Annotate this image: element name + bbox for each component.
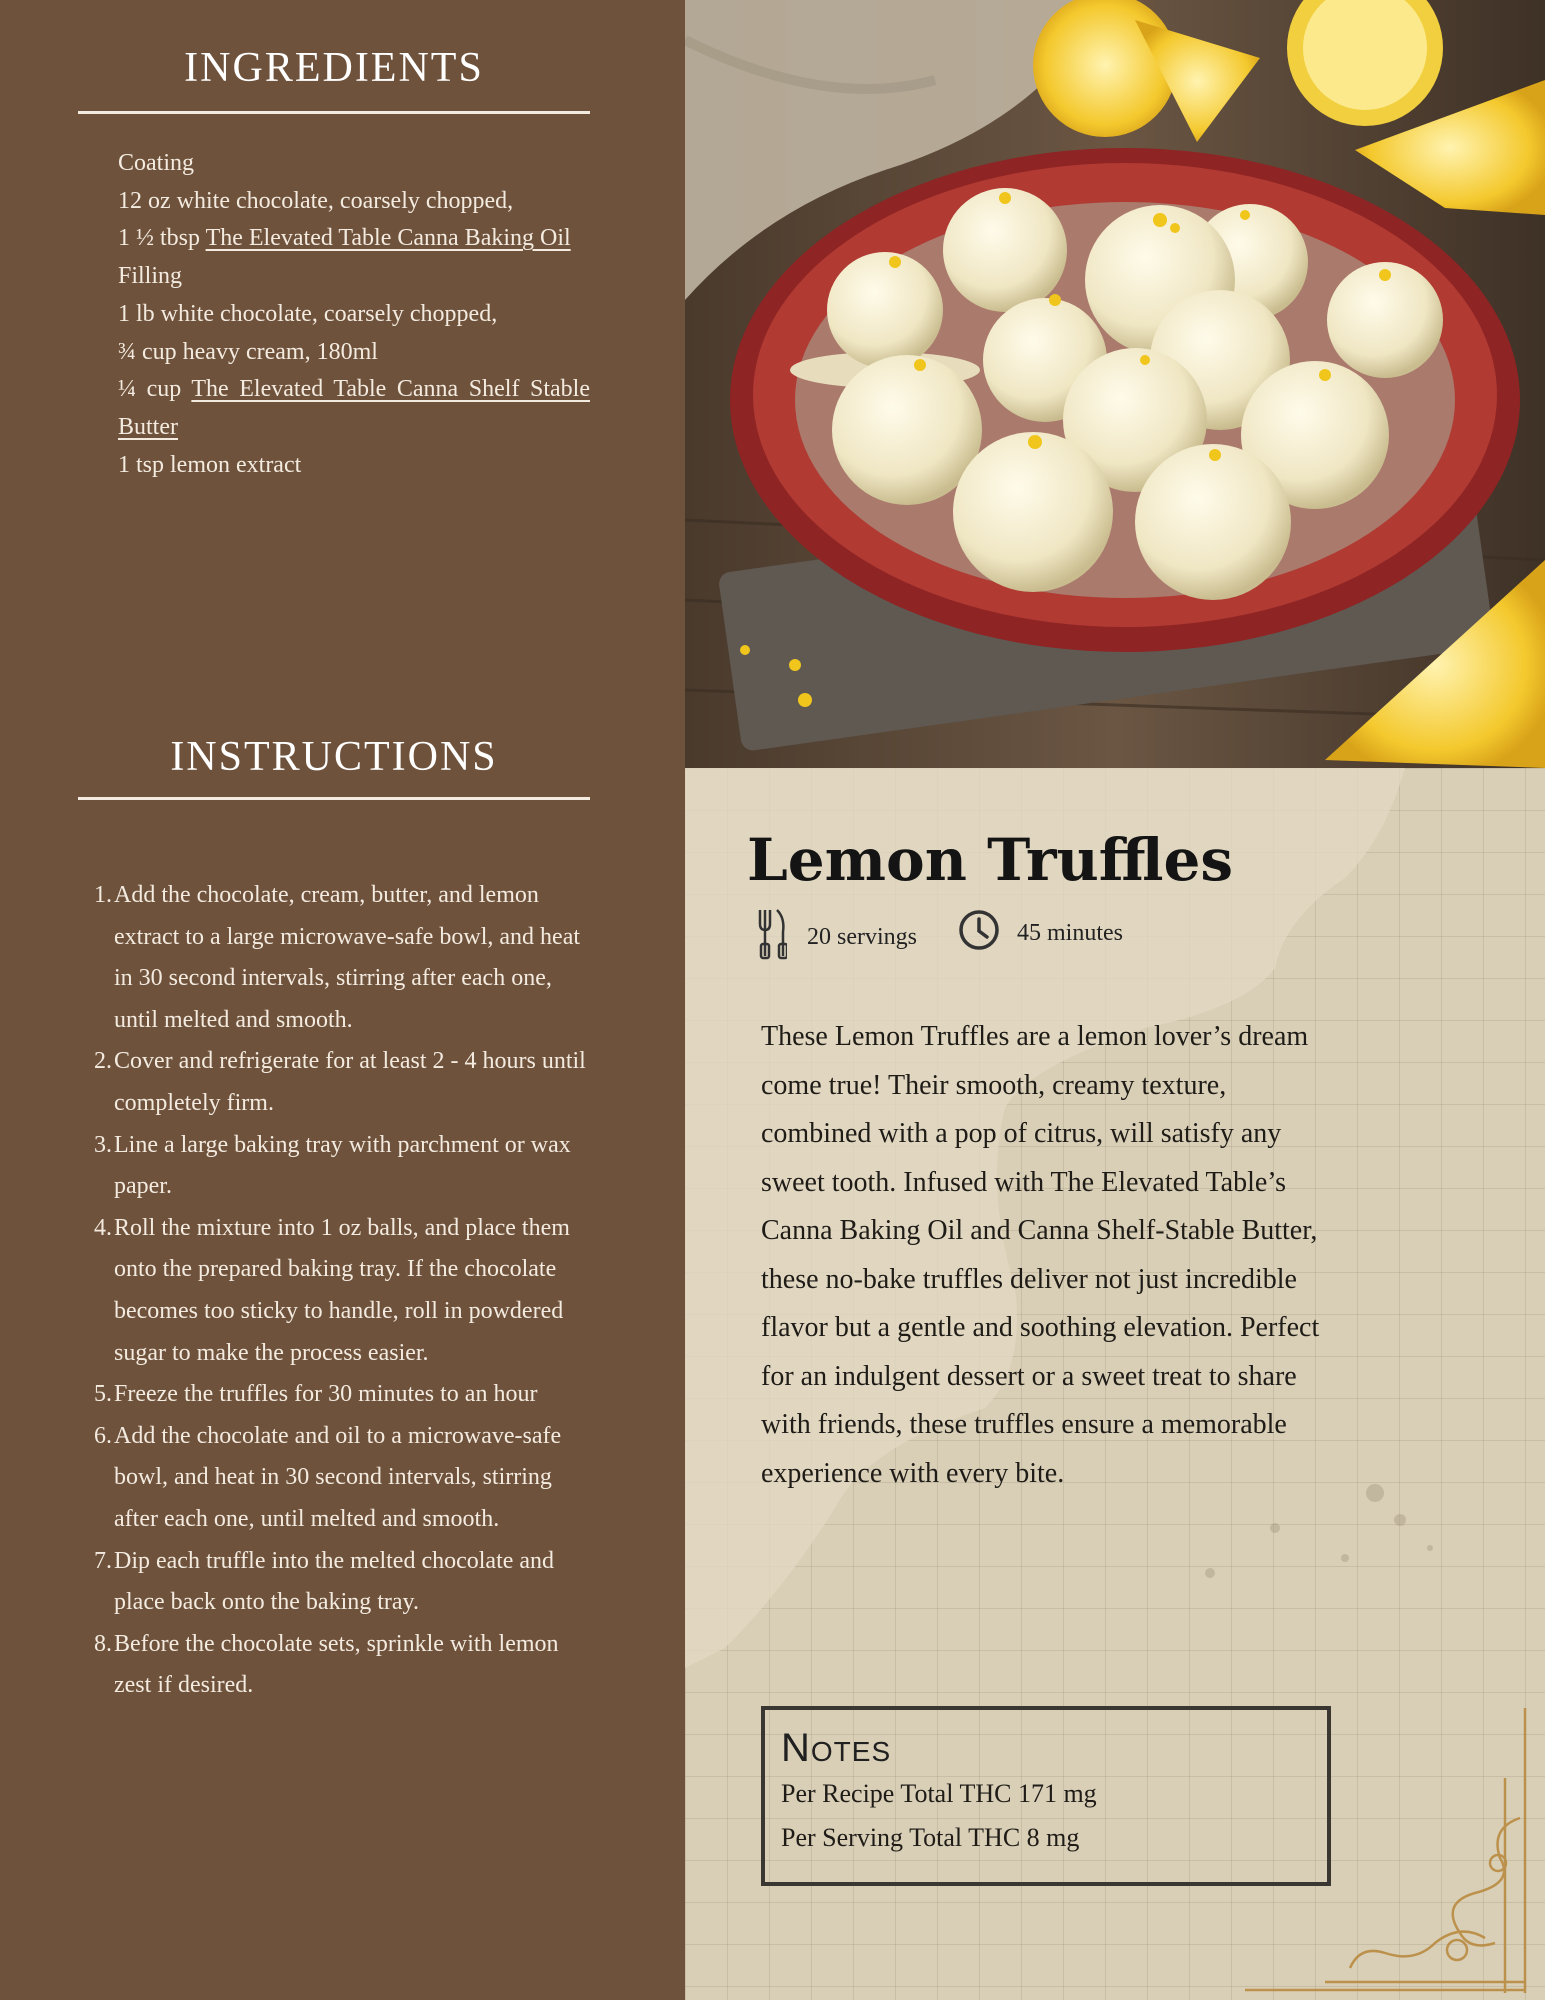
fork-knife-icon — [757, 908, 787, 967]
instruction-step: 1. Add the chocolate, cream, butter, and lemon extract to a large microwave-safe bowl, and heat in 30 second intervals, stirring after each one, until melted and smooth. — [94, 882, 581, 1033]
ingredients-divider — [78, 111, 590, 114]
instructions-divider — [78, 797, 590, 800]
servings-label: 20 servings — [807, 924, 917, 950]
instruction-step: 4. Roll the mixture into 1 oz balls, and place them onto the prepared baking tray. If the chocolate becomes too sticky to handle, roll in powdered sugar to make the process easier. — [94, 1214, 570, 1366]
ingredient-line: 1 lb white chocolate, coarsely chopped, — [118, 300, 498, 327]
instructions-list — [86, 875, 596, 1707]
clock-icon — [957, 908, 1001, 959]
instructions-heading: INSTRUCTIONS — [170, 734, 498, 780]
recipe-description: These Lemon Truffles are a lemon lover’s dream come true! Their smooth, creamy texture, combined with a pop of citrus, will satisfy any sweet tooth. Infused with The Elevated Table’s Canna Baking Oil and Canna Shelf-Stable Butter, these no-bake truffles deliver not just incredible flavor but a gentle and soothing elevation. Perfect for an indulgent dessert or a sweet treat to share with friends, these truffles ensure a memorable experience with every bite. — [761, 1021, 1320, 1489]
instruction-step: 3. Line a large baking tray with parchment or wax paper. — [94, 1131, 571, 1200]
ingredients-heading: INGREDIENTS — [184, 45, 484, 91]
recipe-summary-panel — [685, 768, 1545, 2000]
notes-box — [761, 1706, 1331, 1886]
ingredients-instructions-panel — [0, 0, 685, 2000]
instruction-step: 2. Cover and refrigerate for at least 2 - 4 hours until completely firm. — [94, 1048, 586, 1116]
ingredient-line: Filling — [118, 263, 183, 290]
ingredients-list — [118, 145, 590, 484]
ingredient-line: 1 tsp lemon extract — [118, 451, 302, 478]
lemon-truffles-photo — [685, 0, 1545, 768]
time-label: 45 minutes — [1017, 920, 1123, 946]
instruction-step: 5. Freeze the truffles for 30 minutes to an hour — [94, 1381, 538, 1408]
thc-per-serving: Per Serving Total THC 8 mg — [781, 1823, 1080, 1852]
instruction-step: 7. Dip each truffle into the melted chocolate and place back onto the baking tray. — [94, 1547, 555, 1616]
time-info — [957, 908, 1123, 959]
instruction-step: 8. Before the chocolate sets, sprinkle with lemon zest if desired. — [94, 1630, 559, 1699]
ingredient-line: ¼ cup The Elevated Table Canna Shelf Stable Butter — [118, 376, 591, 440]
ingredient-line: ¾ cup heavy cream, 180ml — [118, 338, 378, 365]
thc-per-recipe: Per Recipe Total THC 171 mg — [781, 1779, 1097, 1808]
ingredient-line: 12 oz white chocolate, coarsely chopped, — [118, 187, 514, 214]
notes-title: Notes — [781, 1726, 892, 1770]
canna-shelf-stable-butter-link[interactable]: The Elevated Table Canna Shelf Stable Butter — [118, 376, 591, 440]
instruction-step: 6. Add the chocolate and oil to a microwave-safe bowl, and heat in 30 second intervals, stirring after each one, until melted and smooth. — [94, 1422, 562, 1532]
servings-info — [757, 908, 917, 967]
canna-baking-oil-link[interactable]: The Elevated Table Canna Baking Oil — [205, 225, 571, 252]
truffles-illustration — [685, 0, 1545, 768]
ingredient-line: 1 ½ tbsp The Elevated Table Canna Baking Oil — [118, 225, 571, 252]
recipe-title: Lemon Truffles — [747, 826, 1234, 894]
ingredient-line: Coating — [118, 150, 194, 176]
